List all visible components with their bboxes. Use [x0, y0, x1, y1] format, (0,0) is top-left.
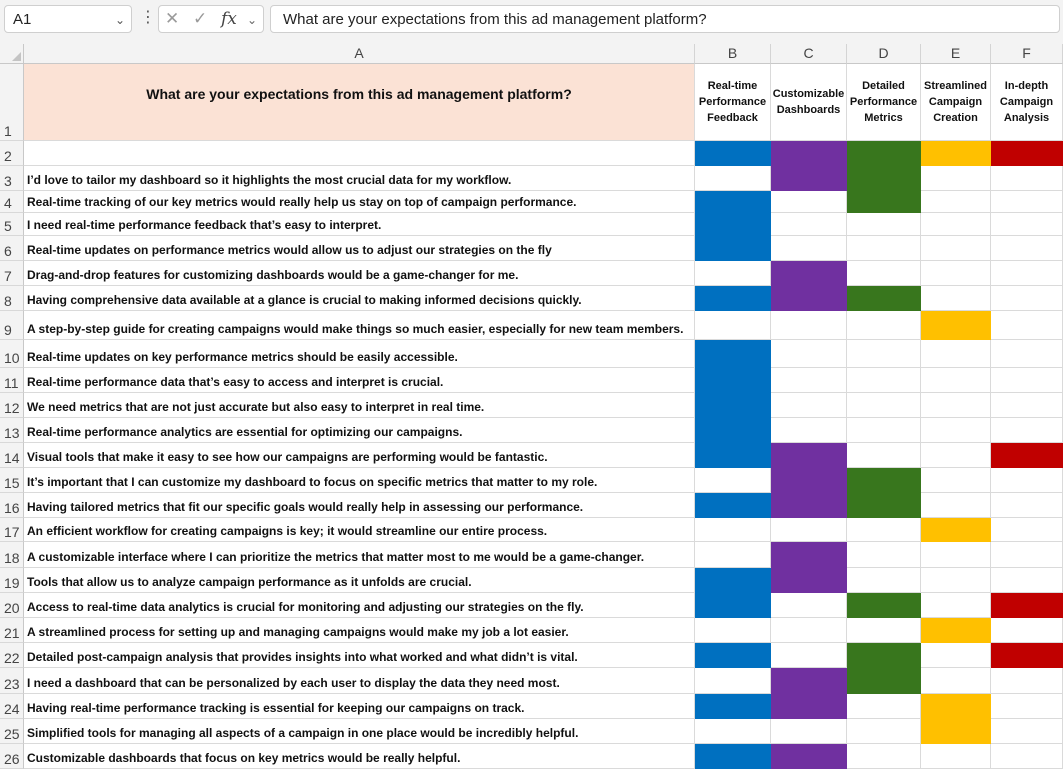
category-mark-f[interactable]: [991, 141, 1063, 166]
category-header-c[interactable]: [771, 64, 847, 141]
category-cell-e[interactable]: [921, 393, 991, 418]
row-header-8[interactable]: [0, 286, 24, 311]
response-cell[interactable]: [24, 694, 695, 719]
category-mark-c[interactable]: [771, 568, 847, 593]
row-number: 8: [4, 293, 12, 309]
category-mark-d[interactable]: [847, 191, 921, 213]
row-number: 11: [4, 375, 19, 391]
category-mark-f[interactable]: [991, 593, 1063, 618]
category-cell-e[interactable]: [921, 261, 991, 286]
category-cell-c[interactable]: [771, 393, 847, 418]
column-header-a[interactable]: A: [24, 44, 695, 64]
row-number: 20: [4, 600, 20, 616]
category-cell-e[interactable]: [921, 568, 991, 593]
response-text: Real-time tracking of our key metrics would really help us stay on top of campaign performance.: [27, 195, 577, 209]
row-number: 17: [4, 524, 20, 540]
category-cell-f[interactable]: [991, 568, 1063, 593]
response-text: Real-time performance data that’s easy to access and interpret is crucial.: [27, 375, 444, 389]
response-text: It’s important that I can customize my dashboard to focus on specific metrics that matter to my role.: [27, 475, 598, 489]
category-mark-e[interactable]: [921, 141, 991, 166]
response-text: Real-time performance analytics are essential for optimizing our campaigns.: [27, 425, 463, 439]
response-text: I need a dashboard that can be personalized by each user to display the data they need most.: [27, 676, 560, 690]
category-cell-c[interactable]: [771, 719, 847, 744]
response-text: I’d love to tailor my dashboard so it highlights the most crucial data for my workflow.: [27, 173, 512, 187]
response-cell[interactable]: [24, 719, 695, 744]
row-number: 6: [4, 243, 12, 259]
formula-bar: [0, 0, 1063, 44]
category-mark-e[interactable]: [921, 311, 991, 340]
category-cell-f[interactable]: [991, 368, 1063, 393]
row-number: 21: [4, 625, 20, 641]
category-mark-c[interactable]: [771, 493, 847, 518]
chevron-down-icon[interactable]: ⌄: [114, 13, 125, 27]
response-text: A streamlined process for setting up and managing campaigns would make my job a lot easier.: [27, 625, 569, 639]
row-header-11[interactable]: [0, 368, 24, 393]
category-mark-d[interactable]: [847, 166, 921, 191]
row-header-23[interactable]: [0, 668, 24, 694]
category-cell-f[interactable]: [991, 166, 1063, 191]
category-cell-b[interactable]: [695, 518, 771, 542]
category-cell-f[interactable]: [991, 744, 1063, 769]
category-cell-c[interactable]: [771, 340, 847, 368]
category-mark-c[interactable]: [771, 286, 847, 311]
category-cell-e[interactable]: [921, 593, 991, 618]
category-cell-f[interactable]: [991, 618, 1063, 643]
category-cell-b[interactable]: [695, 261, 771, 286]
response-cell[interactable]: [24, 286, 695, 311]
category-mark-c[interactable]: [771, 166, 847, 191]
row-number: 4: [4, 195, 12, 211]
response-cell[interactable]: [24, 542, 695, 568]
row-number: 24: [4, 701, 20, 717]
response-text: An efficient workflow for creating campaigns is key; it would streamline our entire process.: [27, 524, 548, 538]
row-header-26[interactable]: [0, 744, 24, 769]
category-cell-d[interactable]: [847, 568, 921, 593]
category-cell-e[interactable]: [921, 191, 991, 213]
response-cell[interactable]: [24, 191, 695, 213]
category-mark-e[interactable]: [921, 719, 991, 744]
column-header-d[interactable]: D: [847, 44, 921, 64]
category-header-e[interactable]: [921, 64, 991, 141]
row-number: 16: [4, 500, 20, 516]
category-cell-d[interactable]: [847, 744, 921, 769]
response-text: A step-by-step guide for creating campaigns would make things so much easier, especially for new team members.: [27, 322, 684, 336]
category-cell-e[interactable]: [921, 468, 991, 493]
category-header-d[interactable]: [847, 64, 921, 141]
category-mark-b[interactable]: [695, 418, 771, 443]
category-cell-f[interactable]: [991, 418, 1063, 443]
category-mark-d[interactable]: [847, 468, 921, 493]
category-cell-f[interactable]: [991, 493, 1063, 518]
category-mark-b[interactable]: [695, 368, 771, 393]
row-number: 26: [4, 751, 20, 767]
category-cell-f[interactable]: [991, 311, 1063, 340]
row-header-3[interactable]: [0, 166, 24, 191]
category-cell-e[interactable]: [921, 368, 991, 393]
category-cell-e[interactable]: [921, 213, 991, 236]
row-header-25[interactable]: [0, 719, 24, 744]
category-cell-e[interactable]: [921, 286, 991, 311]
category-mark-c[interactable]: [771, 694, 847, 719]
category-cell-f[interactable]: [991, 236, 1063, 261]
response-text: Real-time updates on key performance metrics should be easily accessible.: [27, 350, 458, 364]
row-header-2[interactable]: [0, 141, 24, 166]
category-mark-c[interactable]: [771, 668, 847, 694]
response-text: Detailed post-campaign analysis that provides insights into what worked and what didn’t is vital.: [27, 650, 578, 664]
category-mark-c[interactable]: [771, 542, 847, 568]
formula-input[interactable]: [270, 5, 1060, 33]
response-text: A customizable interface where I can prioritize the metrics that matter most to me would be a game-changer.: [27, 550, 645, 564]
more-vertical-icon[interactable]: ⋮: [140, 9, 156, 26]
check-icon[interactable]: ✓: [193, 9, 208, 28]
response-cell[interactable]: [24, 311, 695, 340]
category-cell-b[interactable]: [695, 311, 771, 340]
response-cell[interactable]: [24, 468, 695, 493]
response-text: Access to real-time data analytics is crucial for monitoring and adjusting our strategies on the fly.: [27, 600, 584, 614]
row-number: 1: [4, 123, 12, 139]
response-cell[interactable]: [24, 518, 695, 542]
category-mark-b[interactable]: [695, 191, 771, 213]
row-header-7[interactable]: [0, 261, 24, 286]
response-text: Tools that allow us to analyze campaign performance as it unfolds are crucial.: [27, 575, 472, 589]
response-text: Simplified tools for managing all aspects of a campaign in one place would be incredibly helpful.: [27, 726, 579, 740]
response-cell[interactable]: [24, 340, 695, 368]
category-mark-d[interactable]: [847, 593, 921, 618]
category-cell-d[interactable]: [847, 443, 921, 468]
row-number: 25: [4, 726, 20, 742]
category-mark-b[interactable]: [695, 443, 771, 468]
category-cell-d[interactable]: [847, 719, 921, 744]
category-header-label: Real-time Performance Feedback: [698, 80, 767, 124]
row-header-17[interactable]: [0, 518, 24, 542]
category-header-label: In-depth Campaign Analysis: [999, 80, 1054, 124]
category-cell-f[interactable]: [991, 719, 1063, 744]
row-header-20[interactable]: [0, 593, 24, 618]
category-cell-b[interactable]: [695, 618, 771, 643]
column-header-b[interactable]: B: [695, 44, 771, 64]
category-cell-d[interactable]: [847, 261, 921, 286]
row-header-24[interactable]: [0, 694, 24, 719]
response-text: Customizable dashboards that focus on key metrics would be really helpful.: [27, 751, 461, 765]
response-cell[interactable]: [24, 368, 695, 393]
response-cell[interactable]: [24, 568, 695, 593]
category-mark-b[interactable]: [695, 213, 771, 236]
category-header-label: Streamlined Campaign Creation: [924, 80, 987, 124]
response-cell[interactable]: [24, 166, 695, 191]
category-mark-b[interactable]: [695, 393, 771, 418]
category-mark-b[interactable]: [695, 141, 771, 166]
category-cell-c[interactable]: [771, 311, 847, 340]
category-cell-e[interactable]: [921, 542, 991, 568]
formula-text: What are your expectations from this ad management platform?: [283, 11, 707, 28]
response-cell[interactable]: [24, 593, 695, 618]
select-all-icon: [12, 52, 21, 61]
category-header-b[interactable]: [695, 64, 771, 141]
category-mark-b[interactable]: [695, 340, 771, 368]
row-header-21[interactable]: [0, 618, 24, 643]
response-cell[interactable]: [24, 443, 695, 468]
row-header-15[interactable]: [0, 468, 24, 493]
category-cell-d[interactable]: [847, 311, 921, 340]
response-cell[interactable]: [24, 643, 695, 668]
category-cell-e[interactable]: [921, 236, 991, 261]
category-cell-e[interactable]: [921, 668, 991, 694]
category-cell-f[interactable]: [991, 668, 1063, 694]
response-text: Having tailored metrics that fit our specific goals would really help in assessing our performance.: [27, 500, 584, 514]
category-cell-d[interactable]: [847, 340, 921, 368]
response-text: We need metrics that are not just accurate but also easy to interpret in real time.: [27, 400, 485, 414]
response-cell[interactable]: [24, 213, 695, 236]
category-cell-b[interactable]: [695, 542, 771, 568]
category-cell-c[interactable]: [771, 593, 847, 618]
response-cell[interactable]: [24, 493, 695, 518]
row-number: 2: [4, 148, 12, 164]
category-cell-d[interactable]: [847, 393, 921, 418]
category-cell-b[interactable]: [695, 719, 771, 744]
category-cell-b[interactable]: [695, 668, 771, 694]
category-cell-f[interactable]: [991, 340, 1063, 368]
row-number: 22: [4, 650, 20, 666]
category-mark-b[interactable]: [695, 286, 771, 311]
category-mark-e[interactable]: [921, 694, 991, 719]
category-cell-c[interactable]: [771, 418, 847, 443]
formula-tools: [158, 5, 264, 33]
category-mark-b[interactable]: [695, 744, 771, 769]
category-cell-d[interactable]: [847, 694, 921, 719]
response-cell[interactable]: [24, 618, 695, 643]
category-cell-d[interactable]: [847, 418, 921, 443]
row-number: 19: [4, 575, 20, 591]
category-mark-e[interactable]: [921, 618, 991, 643]
category-cell-c[interactable]: [771, 236, 847, 261]
category-cell-f[interactable]: [991, 191, 1063, 213]
category-mark-f[interactable]: [991, 643, 1063, 668]
row-number: 14: [4, 450, 20, 466]
row-header-1[interactable]: [0, 64, 24, 141]
row-header-16[interactable]: [0, 493, 24, 518]
category-cell-e[interactable]: [921, 340, 991, 368]
row-number: 15: [4, 475, 20, 491]
category-mark-b[interactable]: [695, 694, 771, 719]
cancel-x-icon[interactable]: ✕: [165, 9, 180, 28]
question-header-cell[interactable]: [24, 64, 695, 141]
category-mark-e[interactable]: [921, 518, 991, 542]
category-cell-d[interactable]: [847, 368, 921, 393]
category-header-f[interactable]: [991, 64, 1063, 141]
category-cell-b[interactable]: [695, 468, 771, 493]
row-header-10[interactable]: [0, 340, 24, 368]
category-cell-f[interactable]: [991, 468, 1063, 493]
response-text: Having real-time performance tracking is essential for keeping our campaigns on track.: [27, 701, 525, 715]
response-cell[interactable]: [24, 236, 695, 261]
category-cell-f[interactable]: [991, 213, 1063, 236]
category-cell-f[interactable]: [991, 261, 1063, 286]
category-cell-f[interactable]: [991, 542, 1063, 568]
category-mark-c[interactable]: [771, 744, 847, 769]
category-cell-d[interactable]: [847, 236, 921, 261]
response-cell[interactable]: [24, 141, 695, 166]
category-mark-b[interactable]: [695, 593, 771, 618]
category-cell-e[interactable]: [921, 418, 991, 443]
category-mark-d[interactable]: [847, 141, 921, 166]
category-mark-b[interactable]: [695, 493, 771, 518]
category-cell-d[interactable]: [847, 213, 921, 236]
category-mark-c[interactable]: [771, 141, 847, 166]
row-number: 9: [4, 322, 12, 338]
response-cell[interactable]: [24, 668, 695, 694]
category-cell-d[interactable]: [847, 618, 921, 643]
row-number: 5: [4, 218, 12, 234]
category-mark-d[interactable]: [847, 643, 921, 668]
response-text: Real-time updates on performance metrics would allow us to adjust our strategies on the fly: [27, 243, 552, 257]
response-cell[interactable]: [24, 418, 695, 443]
category-cell-e[interactable]: [921, 643, 991, 668]
column-header-f[interactable]: F: [991, 44, 1063, 64]
row-header-22[interactable]: [0, 643, 24, 668]
row-number: 23: [4, 676, 20, 692]
category-cell-f[interactable]: [991, 286, 1063, 311]
row-number: 7: [4, 268, 12, 284]
row-header-6[interactable]: [0, 236, 24, 261]
category-mark-c[interactable]: [771, 443, 847, 468]
category-cell-c[interactable]: [771, 191, 847, 213]
row-header-18[interactable]: [0, 542, 24, 568]
row-header-4[interactable]: [0, 191, 24, 213]
column-header-c[interactable]: C: [771, 44, 847, 64]
category-cell-c[interactable]: [771, 368, 847, 393]
question-header-text: What are your expectations from this ad management platform?: [146, 86, 572, 102]
row-number: 10: [4, 350, 20, 366]
column-header-e[interactable]: E: [921, 44, 991, 64]
category-mark-f[interactable]: [991, 443, 1063, 468]
name-box-value: A1: [13, 11, 32, 28]
response-cell[interactable]: [24, 744, 695, 769]
row-header-14[interactable]: [0, 443, 24, 468]
spreadsheet-grid: [0, 44, 1063, 767]
row-header-12[interactable]: [0, 393, 24, 418]
fx-icon[interactable]: fx: [221, 9, 237, 29]
category-cell-b[interactable]: [695, 166, 771, 191]
response-cell[interactable]: [24, 393, 695, 418]
category-cell-c[interactable]: [771, 643, 847, 668]
category-cell-d[interactable]: [847, 518, 921, 542]
row-header-5[interactable]: [0, 213, 24, 236]
category-cell-e[interactable]: [921, 744, 991, 769]
response-text: Visual tools that make it easy to see how our campaigns are performing would be fantastic.: [27, 450, 548, 464]
row-number: 18: [4, 550, 20, 566]
row-header-9[interactable]: [0, 311, 24, 340]
category-mark-c[interactable]: [771, 468, 847, 493]
select-all-corner[interactable]: [0, 44, 24, 64]
category-cell-f[interactable]: [991, 694, 1063, 719]
name-box[interactable]: [4, 5, 132, 33]
category-header-label: Detailed Performance Metrics: [849, 80, 918, 124]
category-mark-d[interactable]: [847, 668, 921, 694]
category-cell-d[interactable]: [847, 542, 921, 568]
category-cell-f[interactable]: [991, 518, 1063, 542]
category-cell-c[interactable]: [771, 618, 847, 643]
category-mark-b[interactable]: [695, 643, 771, 668]
row-number: 13: [4, 425, 20, 441]
category-cell-f[interactable]: [991, 393, 1063, 418]
row-number: 3: [4, 173, 12, 189]
response-text: Drag-and-drop features for customizing dashboards would be a game-changer for me.: [27, 268, 519, 282]
category-mark-b[interactable]: [695, 236, 771, 261]
category-cell-c[interactable]: [771, 213, 847, 236]
row-header-13[interactable]: [0, 418, 24, 443]
response-text: Having comprehensive data available at a glance is crucial to making informed decisions quickly.: [27, 293, 582, 307]
row-number: 12: [4, 400, 20, 416]
category-mark-c[interactable]: [771, 261, 847, 286]
row-header-19[interactable]: [0, 568, 24, 593]
category-cell-e[interactable]: [921, 493, 991, 518]
chevron-down-icon[interactable]: ⌄: [247, 13, 258, 27]
category-mark-b[interactable]: [695, 568, 771, 593]
response-cell[interactable]: [24, 261, 695, 286]
response-text: I need real-time performance feedback that’s easy to interpret.: [27, 218, 382, 232]
category-mark-d[interactable]: [847, 286, 921, 311]
category-header-label: Customizable Dashboards: [772, 88, 845, 116]
category-cell-e[interactable]: [921, 166, 991, 191]
category-mark-d[interactable]: [847, 493, 921, 518]
category-cell-e[interactable]: [921, 443, 991, 468]
category-cell-c[interactable]: [771, 518, 847, 542]
